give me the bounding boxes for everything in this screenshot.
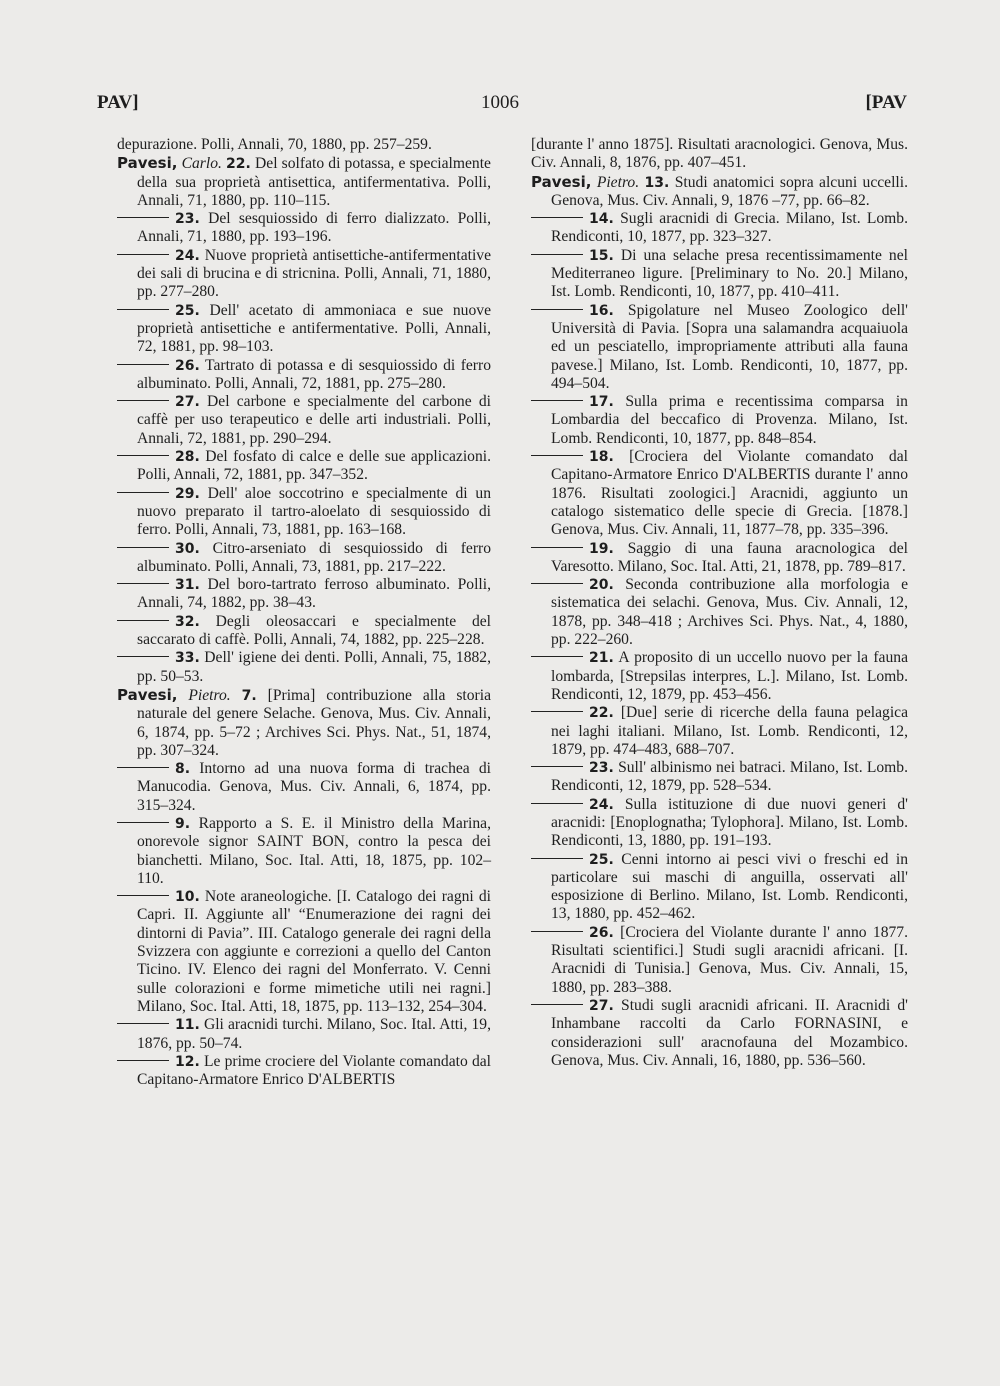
entry-number: 23. (589, 760, 614, 777)
entry-number: 27. (589, 997, 614, 1014)
entry-text: Del fosfato di calce e delle sue applicazioni. Polli, Annali, 72, 1881, pp. 347–352. (137, 448, 491, 484)
bibliography-entry (117, 210, 491, 247)
entry-number: 31. (175, 577, 200, 594)
entry-text: A proposito di un uccello nuovo per la fauna lombarda, [Strepsilas interpres, L.]. Milano, Ist. Lomb. Rendiconti, 12, 1879, pp. 453–456. (551, 649, 908, 703)
entry-text: [Crociera del Violante durante l' anno 1877. Risultati scientifici.] Studi sugli aracnidi africani. [I. Aracnidi di Tunisia.] Genova, Mus. Civ. Annali, 15, 1880, pp. 283–388. (551, 923, 908, 996)
ditto-dash (117, 583, 169, 584)
ditto-dash (531, 931, 583, 932)
entry-text: Del sesquiossido di ferro dializzato. Polli, Annali, 71, 1880, pp. 193–196. (137, 210, 491, 246)
bibliography-entry (531, 576, 908, 649)
bibliography-entry (117, 357, 491, 394)
ditto-dash (531, 858, 583, 859)
entry-number: 8. (175, 761, 191, 778)
entry-text: Studi anatomici sopra alcuni uccelli. Genova, Mus. Civ. Annali, 9, 1876 –77, pp. 66–82. (551, 173, 908, 209)
bibliography-entry (531, 704, 908, 759)
ditto-dash (531, 400, 583, 401)
bibliography-entry (117, 1053, 491, 1090)
ditto-dash (117, 254, 169, 255)
entry-number: 20. (589, 577, 614, 594)
bibliography-entry (117, 815, 491, 888)
entry-text: Gli aracnidi turchi. Milano, Soc. Ital. Atti, 19, 1876, pp. 50–74. (137, 1016, 491, 1052)
author-name: Pavesi, (117, 685, 178, 704)
bibliography-entry (117, 247, 491, 302)
author-given-name: Carlo. (181, 155, 222, 173)
entry-text: Del boro-tartrato ferroso albuminato. Polli, Annali, 74, 1882, pp. 38–43. (137, 576, 491, 612)
entry-text: Degli oleosaccari e specialmente del saccarato di caffè. Polli, Annali, 74, 1882, pp. 225–228. (137, 612, 491, 649)
entry-number: 26. (175, 357, 200, 374)
ditto-dash (117, 400, 169, 401)
bibliography-entry (531, 393, 908, 448)
bibliography-entry (117, 686, 491, 760)
author-name: Pavesi, (531, 172, 592, 191)
bibliography-entry (117, 613, 491, 650)
bibliography-entry (531, 924, 908, 997)
entry-text: Di una selache presa recentissimamente nel Mediterraneo ligure. [Preliminary to No. 20.] Milano, Ist. Lomb. Rendiconti, 10, 1877, pp. 410–411. (551, 246, 908, 301)
entry-number: 24. (589, 796, 614, 813)
entry-number: 16. (589, 302, 614, 319)
ditto-dash (117, 455, 169, 456)
bibliography-entry (117, 1016, 491, 1053)
entry-text: Tartrato di potassa e di sesquiossido di ferro albuminato. Polli, Annali, 72, 1881, pp. 275–280. (137, 356, 491, 392)
running-header (0, 92, 1000, 118)
bibliography-entry (117, 888, 491, 1016)
ditto-dash (117, 620, 169, 621)
bibliography-entry (531, 210, 908, 247)
ditto-dash (117, 822, 169, 823)
ditto-dash (531, 217, 583, 218)
entry-number: 14. (589, 211, 614, 228)
ditto-dash (117, 767, 169, 768)
bibliography-entry (531, 851, 908, 924)
entry-number: 27. (175, 394, 200, 411)
entry-text: Intorno ad una nuova forma di trachea di Manucodia. Genova, Mus. Civ. Annali, 6, 1874, pp. 315–324. (137, 760, 491, 814)
bibliography-entry (117, 576, 491, 613)
entry-number: 9. (175, 815, 191, 832)
ditto-dash (531, 711, 583, 712)
ditto-dash (117, 656, 169, 657)
ditto-dash (117, 895, 169, 896)
entry-number: 24. (175, 247, 200, 264)
bibliography-entry (531, 649, 908, 704)
bibliography-entry (531, 540, 908, 577)
bibliography-entry (117, 302, 491, 357)
ditto-dash (531, 583, 583, 584)
bibliography-entry (531, 136, 908, 173)
entry-number: 25. (589, 851, 614, 868)
page-number: 1006 (481, 92, 519, 113)
ditto-dash (117, 1023, 169, 1024)
entry-text: Studi sugli aracnidi africani. II. Aracnidi d' Inhambane raccolti da Carlo FORNASINI, e considerazioni sull' aracnofauna del Mozambico. Genova, Mus. Civ. Annali, 16, 1880, pp. 536–560. (551, 996, 908, 1069)
ditto-dash (531, 309, 583, 310)
ditto-dash (117, 1060, 169, 1061)
entry-number: 28. (175, 449, 200, 466)
entry-number: 13. (644, 174, 670, 191)
entry-number: 26. (589, 924, 614, 941)
entry-number: 23. (175, 211, 200, 228)
ditto-dash (531, 656, 583, 657)
ditto-dash (117, 547, 169, 548)
ditto-dash (117, 309, 169, 310)
entry-text: [Crociera del Violante comandato dal Capitano-Armatore Enrico D'ALBERTIS durante l' anno 1876. Risultati zoologici.] Aracnidi, aggiunto un catalogo sistematico delle specie di Grecia. [1878.] Genova, Mus. Civ. Annali, 11, 1877–78, pp. 335–396. (551, 448, 908, 539)
ditto-dash (531, 254, 583, 255)
entry-text: Sull' albinismo nei batraci. Milano, Ist. Lomb. Rendiconti, 12, 1879, pp. 528–534. (551, 759, 908, 795)
bibliography-entry (117, 393, 491, 448)
bibliography-entry (117, 485, 491, 540)
bibliography-entry (117, 448, 491, 485)
author-given-name: Pietro. (596, 173, 640, 191)
entry-text: [Due] serie di ricerche della fauna pelagica nei laghi italiani. Milano, Ist. Lomb. Rendiconti, 12, 1879, pp. 474–483, 688–707. (551, 704, 908, 758)
bibliography-entry (531, 796, 908, 851)
author-given-name: Pietro. (188, 686, 231, 704)
entry-number: 18. (589, 449, 614, 466)
entry-text: Note araneologiche. [I. Catalogo dei ragni di Capri. II. Aggiunte all' “Enumerazione dei ragni dei dintorni di Pavia”. III. Catalogo generale dei ragni della Svizzera con aggiunte e correzioni a quello del Canton Ticino. IV. Elenco dei ragni del Monferrato. V. Cenni sulle colorazioni e forme mimetiche utili nei ragni.] Milano, Soc. Ital. Atti, 18, 1875, pp. 113–132, 254–304. (137, 888, 491, 1015)
left-column (117, 136, 491, 1089)
header-right-guide: [PAV (865, 92, 907, 113)
entry-text: Seconda contribuzione alla morfologia e sistematica dei selachi. Genova, Mus. Civ. Annali, 12, 1878, pp. 348–418 ; Archives Sci. Phys. Nat., 4, 1880, pp. 222–260. (551, 576, 909, 649)
entry-text: Citro-arseniato di sesquiossido di ferro albuminato. Polli, Annali, 73, 1881, pp. 217–222. (137, 539, 491, 575)
entry-text: depurazione. Polli, Annali, 70, 1880, pp. 257–259. (117, 136, 432, 153)
entry-number: 7. (241, 687, 257, 704)
bibliography-entry (531, 759, 908, 796)
ditto-dash (531, 803, 583, 804)
entry-number: 10. (175, 889, 200, 906)
entry-text: Cenni intorno ai pesci vivi o freschi ed in particolare sui maschi di anguilla, osservati all' esposizione di Berlino. Milano, Ist. Lomb. Rendiconti, 13, 1880, pp. 452–462. (551, 850, 908, 923)
entry-text: Del carbone e specialmente del carbone di caffè per uso terapeutico e delle arti industriali. Polli, Annali, 72, 1881, pp. 290–294. (137, 393, 491, 447)
ditto-dash (117, 492, 169, 493)
bibliography-entry (117, 154, 491, 210)
entry-number: 17. (589, 394, 614, 411)
entry-text: Sulla prima e recentissima comparsa in Lombardia del beccafico di Provenza. Milano, Ist. Lomb. Rendiconti, 10, 1877, pp. 848–854. (551, 393, 908, 447)
entry-number: 22. (226, 156, 251, 173)
bibliography-entry (531, 247, 908, 302)
entry-number: 19. (589, 540, 614, 557)
entry-text: Sulla istituzione di due nuovi generi d' aracnidi: [Enoplognatha; Tylophora]. Milano, Ist. Lomb. Rendiconti, 13, 1880, pp. 191–193. (551, 795, 908, 850)
entry-text: Nuove proprietà antisettiche-antifermentative dei sali di brucina e di stricnina. Polli, Annali, 71, 1880, pp. 277–280. (137, 246, 491, 301)
entry-text: Rapporto a S. E. il Ministro della Marina, onorevole signor SAINT BON, contro la pesca dei bianchetti. Milano, Soc. Ital. Atti, 18, 1875, pp. 102–110. (137, 814, 491, 887)
entry-number: 30. (175, 540, 200, 557)
right-column (531, 136, 908, 1070)
ditto-dash (117, 364, 169, 365)
bibliography-entry (117, 649, 491, 686)
ditto-dash (531, 547, 583, 548)
entry-text: Sugli aracnidi di Grecia. Milano, Ist. Lomb. Rendiconti, 10, 1877, pp. 323–327. (551, 210, 909, 246)
entry-number: 12. (175, 1053, 200, 1070)
header-left-guide: PAV] (97, 92, 139, 113)
ditto-dash (531, 766, 583, 767)
entry-number: 22. (589, 705, 614, 722)
entry-text: Spigolature nel Museo Zoologico dell' Università di Pavia. [Sopra una salamandra acquaiuola ed un pesciatello, impropriamente attributi alla fauna pavese.] Milano, Ist. Lomb. Rendiconti, 10, 1877, pp. 494–504. (551, 301, 908, 392)
bibliography-entry (531, 448, 908, 539)
entry-text: Dell' igiene dei denti. Polli, Annali, 75, 1882, pp. 50–53. (137, 649, 491, 685)
author-name: Pavesi, (117, 154, 178, 173)
bibliography-entry (117, 136, 491, 154)
entry-number: 21. (589, 650, 614, 667)
entry-number: 11. (175, 1017, 200, 1034)
entry-number: 33. (175, 650, 200, 667)
bibliography-entry (531, 997, 908, 1070)
entry-number: 15. (589, 247, 614, 264)
bibliography-entry (117, 540, 491, 577)
entry-number: 29. (175, 485, 200, 502)
entry-text: Le prime crociere del Violante comandato dal Capitano-Armatore Enrico D'ALBERTIS (137, 1052, 491, 1089)
entry-text: [Prima] contribuzione alla storia naturale del genere Selache. Genova, Mus. Civ. Annali, 6, 1874, pp. 5–72 ; Archives Sci. Phys. Nat., 51, 1874, pp. 307–324. (137, 686, 492, 759)
bibliography-entry (117, 760, 491, 815)
bibliography-entry (531, 173, 908, 211)
entry-text: Saggio di una fauna aracnologica del Varesotto. Milano, Soc. Ital. Atti, 21, 1878, pp. 789–817. (551, 539, 908, 575)
entry-text: Del solfato di potassa, e specialmente della sua proprietà antisettica, antifermentativa. Polli, Annali, 71, 1880, pp. 110–115. (137, 155, 491, 209)
ditto-dash (531, 455, 583, 456)
entry-text: [durante l' anno 1875]. Risultati aracnologici. Genova, Mus. Civ. Annali, 8, 1876, pp. 407–451. (531, 136, 908, 172)
entry-number: 25. (175, 302, 200, 319)
bibliography-entry (531, 302, 908, 393)
ditto-dash (531, 1004, 583, 1005)
entry-text: Dell' aloe soccotrino e specialmente di un nuovo preparato il tartro-aloelato di sesquiossido di ferro. Polli, Annali, 73, 1881, pp. 163–168. (137, 484, 491, 539)
ditto-dash (117, 217, 169, 218)
entry-number: 32. (175, 613, 200, 630)
entry-text: Dell' acetato di ammoniaca e sue nuove proprietà antisettiche e antifermentative. Polli, Annali, 72, 1881, pp. 98–103. (137, 301, 491, 356)
